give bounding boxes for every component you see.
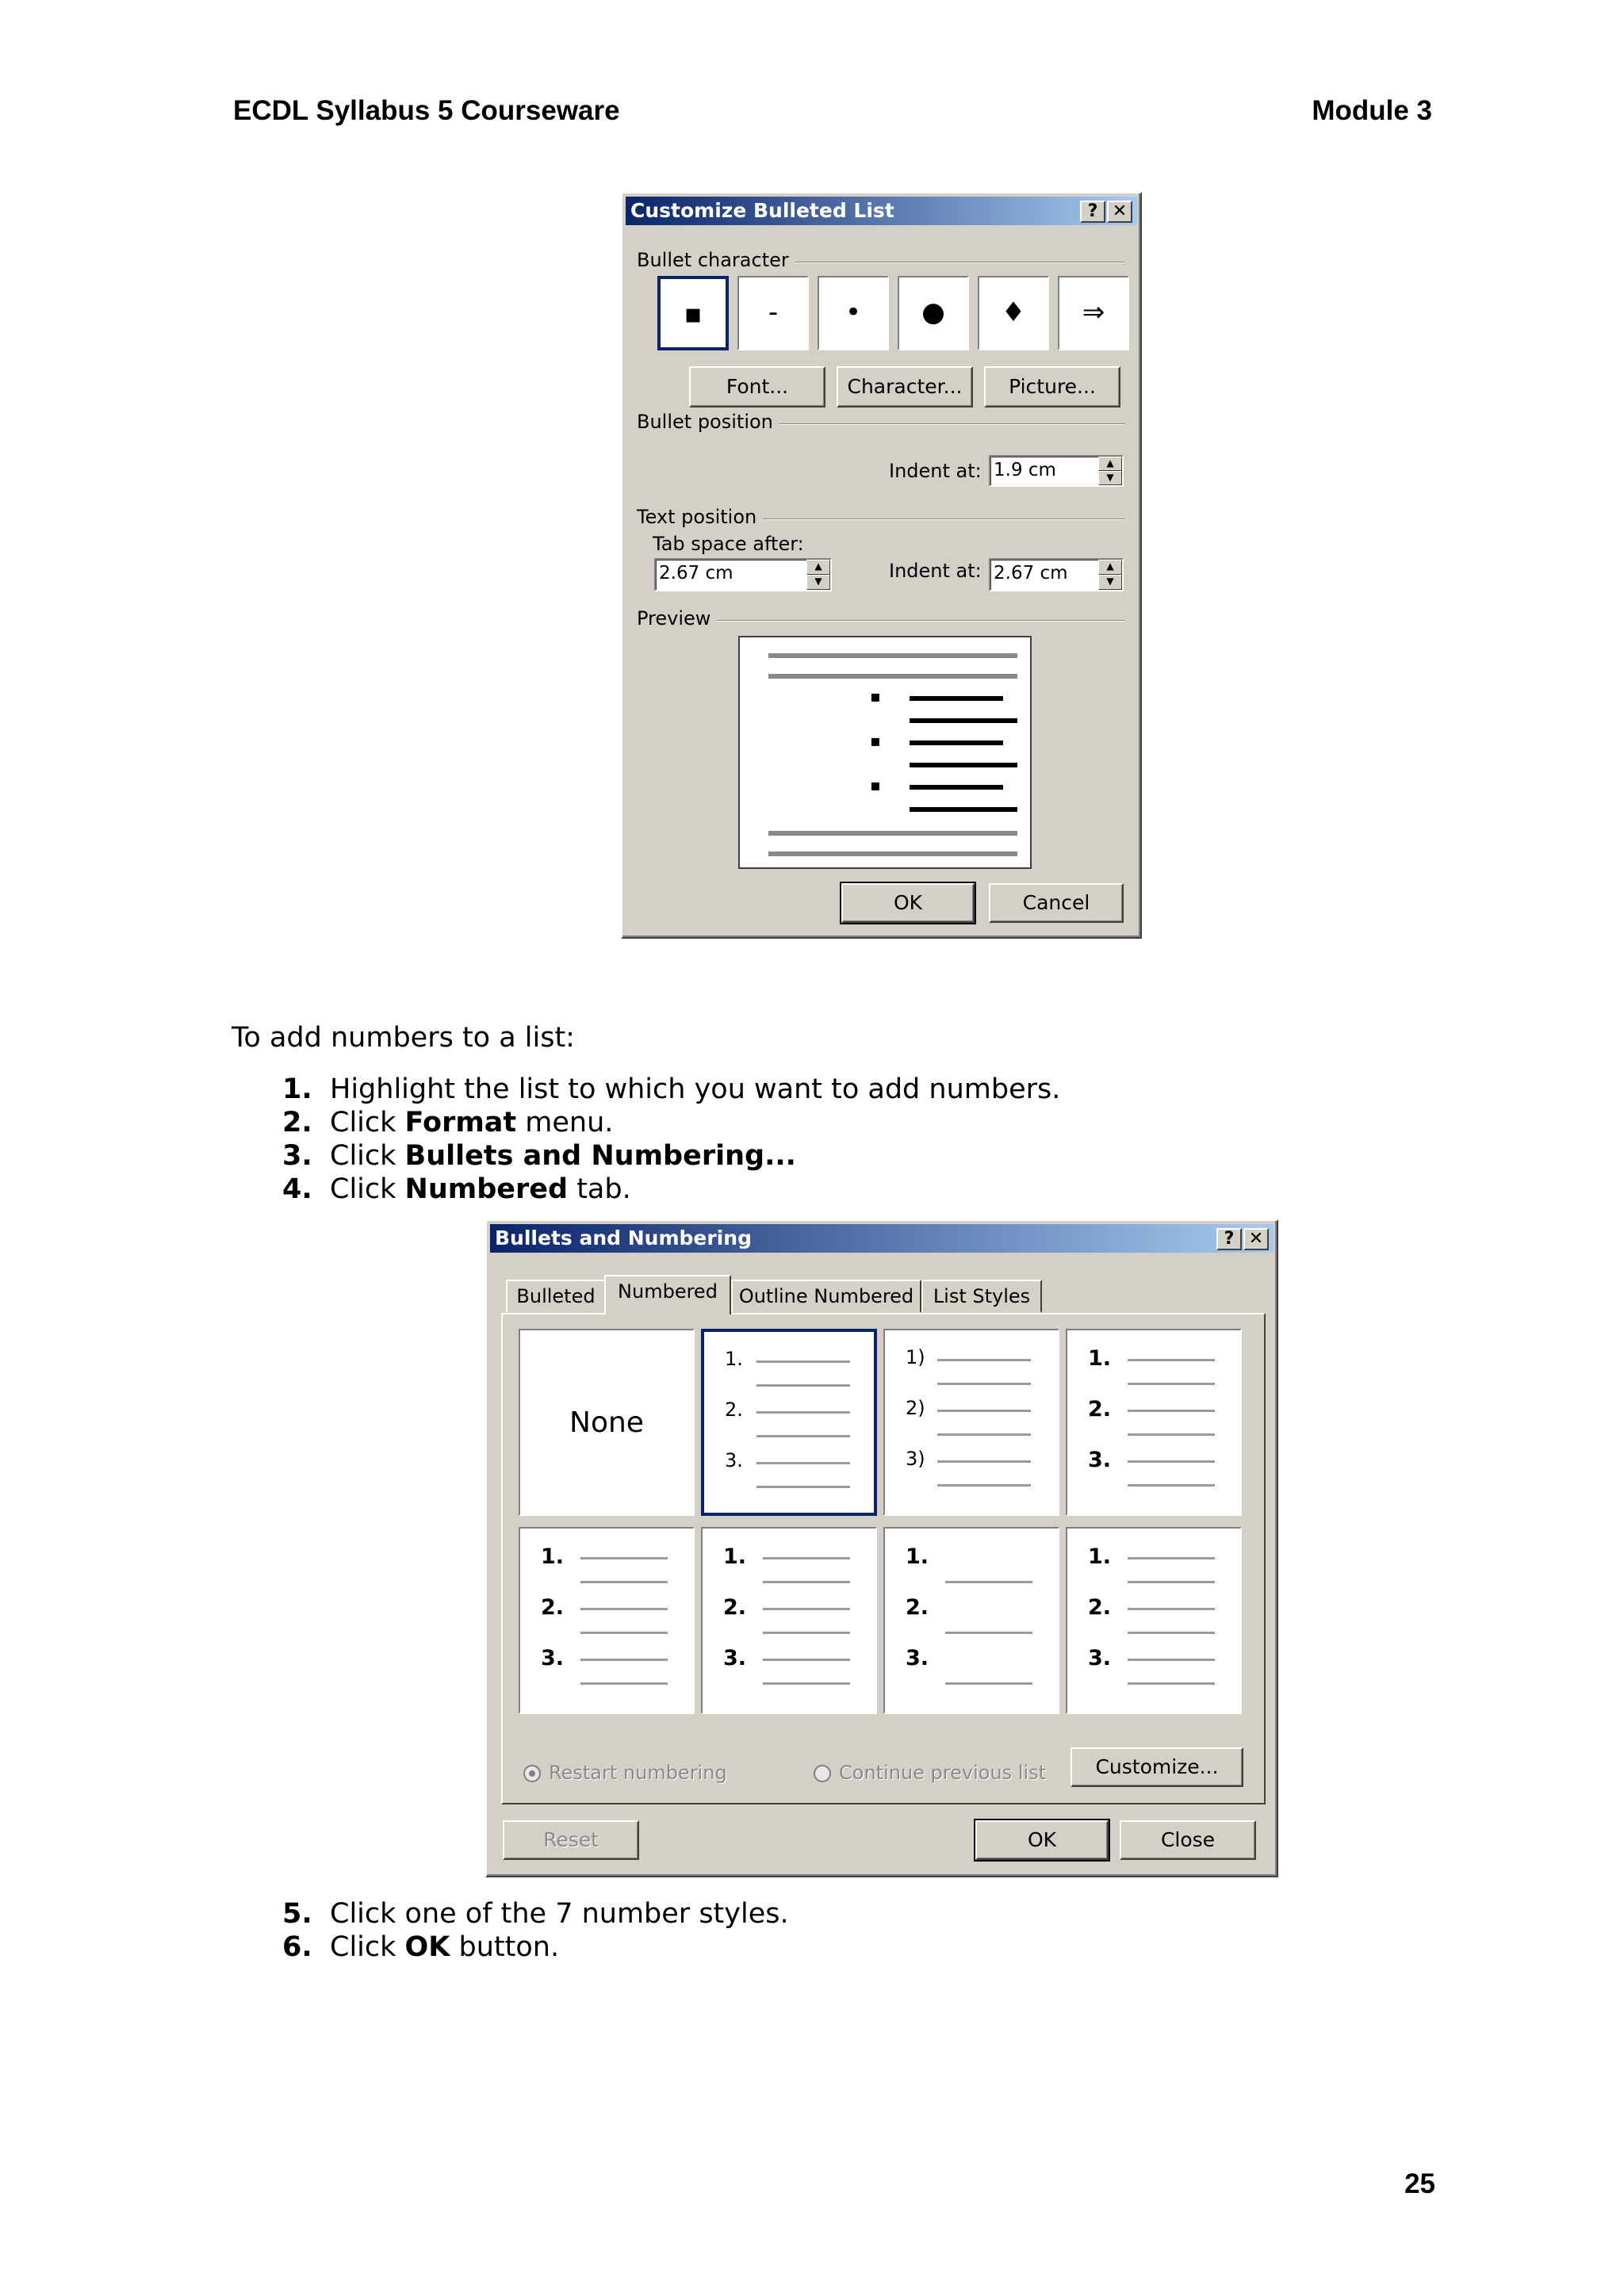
step-text: Click (330, 1140, 405, 1172)
ok-button[interactable]: OK (841, 883, 975, 923)
step-item (282, 1139, 1060, 1173)
bullet-option-1[interactable]: ▪ (657, 276, 729, 350)
step-number: 1. (282, 1073, 312, 1105)
line-placeholder (1128, 1484, 1215, 1487)
step-text: Click one of the 7 number styles. (330, 1898, 789, 1930)
list-number: 1. (906, 1544, 929, 1569)
customize-bulleted-list-dialog (621, 192, 1142, 939)
step-item (282, 1106, 1060, 1139)
step-text-tail: tab. (568, 1173, 631, 1205)
tab-space-value: 2.67 cm (659, 563, 733, 584)
list-number: 3. (906, 1646, 929, 1670)
preview-label: Preview (637, 607, 717, 629)
intro-text: To add numbers to a list: (232, 1022, 575, 1054)
steps-list-b (282, 1897, 789, 1964)
preview-line (768, 674, 1017, 679)
bullets-and-numbering-dialog (485, 1219, 1278, 1877)
number-style-2[interactable] (883, 1329, 1059, 1516)
line-placeholder (756, 1435, 850, 1437)
step-bold-text: Format (404, 1107, 517, 1138)
list-number: 1. (725, 1348, 743, 1370)
line-placeholder (1128, 1682, 1215, 1685)
page-number: 25 (1404, 2168, 1435, 2199)
line-placeholder (1128, 1659, 1215, 1661)
step-text: Highlight the list to which you want to add numbers. (330, 1073, 1061, 1105)
text-indent-value: 2.67 cm (994, 563, 1068, 584)
reset-button: Reset (503, 1820, 639, 1860)
list-number: 2. (1088, 1595, 1112, 1620)
tab-list-styles[interactable]: List Styles (921, 1280, 1042, 1313)
step-bold-text: OK (404, 1931, 450, 1963)
spin-down-icon[interactable]: ▼ (1098, 575, 1122, 590)
line-placeholder (1128, 1410, 1215, 1412)
preview-line (910, 740, 1003, 745)
line-placeholder (763, 1682, 850, 1685)
line-placeholder (580, 1608, 668, 1610)
line-placeholder (937, 1359, 1031, 1361)
bullet-indent-value: 1.9 cm (994, 460, 1056, 480)
preview-line (768, 851, 1017, 856)
none-label: None (569, 1406, 644, 1439)
line-placeholder (937, 1484, 1031, 1487)
list-number: 3. (725, 1449, 743, 1471)
close-button[interactable]: Close (1120, 1820, 1256, 1860)
tab-bulleted[interactable]: Bulleted (506, 1280, 606, 1313)
number-style-1[interactable] (701, 1329, 877, 1516)
line-placeholder (1128, 1632, 1215, 1634)
bullet-indent-label: Indent at: (889, 460, 982, 482)
tab-space-spinner[interactable] (806, 560, 830, 590)
step-item (282, 1931, 789, 1964)
bullet-preview (738, 636, 1032, 869)
dialog-title-bar (490, 1224, 1274, 1253)
step-bold-text: Bullets and Numbering... (404, 1140, 796, 1172)
number-style-5[interactable] (701, 1527, 877, 1714)
number-style-4[interactable] (519, 1527, 695, 1714)
ok-button[interactable]: OK (975, 1820, 1109, 1860)
line-placeholder (945, 1682, 1032, 1685)
preview-line (910, 807, 1017, 812)
bullet-position-label: Bullet position (637, 411, 779, 433)
cancel-button[interactable]: Cancel (989, 883, 1124, 923)
close-icon[interactable]: ✕ (1243, 1228, 1269, 1250)
list-number: 1. (541, 1544, 565, 1569)
line-placeholder (756, 1360, 850, 1363)
line-placeholder (945, 1581, 1032, 1583)
preview-line (910, 785, 1003, 790)
step-number: 4. (282, 1173, 312, 1205)
step-text-tail: menu. (516, 1107, 614, 1138)
step-number: 2. (282, 1107, 312, 1138)
font-button[interactable]: Font... (689, 366, 825, 408)
line-placeholder (756, 1411, 850, 1414)
line-placeholder (1128, 1460, 1215, 1463)
restart-numbering-radio[interactable] (523, 1762, 727, 1784)
line-placeholder (756, 1384, 850, 1387)
preview-line (910, 763, 1017, 767)
tab-outline-numbered[interactable]: Outline Numbered (731, 1280, 921, 1313)
list-number: 2. (723, 1595, 747, 1620)
help-icon[interactable]: ? (1080, 201, 1105, 223)
line-placeholder (1128, 1383, 1215, 1385)
spin-up-icon[interactable]: ▲ (1098, 457, 1122, 471)
line-placeholder (763, 1608, 850, 1610)
step-text: Click (330, 1107, 405, 1138)
list-number: 1. (1088, 1544, 1112, 1569)
line-placeholder (1128, 1608, 1215, 1610)
step-number: 3. (282, 1140, 312, 1172)
list-number: 2) (906, 1397, 925, 1419)
line-placeholder (763, 1659, 850, 1661)
preview-bullet: ▪ (870, 731, 881, 750)
list-number: 3) (906, 1448, 925, 1470)
list-number: 3. (1088, 1646, 1112, 1670)
text-indent-input[interactable] (989, 558, 1124, 591)
line-placeholder (937, 1460, 1031, 1463)
line-placeholder (580, 1659, 668, 1661)
header-course-title: ECDL Syllabus 5 Courseware (233, 95, 620, 126)
line-placeholder (580, 1581, 668, 1583)
list-number: 2. (725, 1399, 743, 1421)
line-placeholder (763, 1557, 850, 1559)
dialog-title-bar (626, 197, 1137, 225)
tab-numbered[interactable]: Numbered (604, 1275, 731, 1314)
tab-space-input[interactable] (654, 558, 832, 591)
preview-bullet: ▪ (870, 775, 881, 794)
restart-numbering-label: Restart numbering (549, 1762, 727, 1784)
bullet-indent-spinner[interactable] (1098, 457, 1122, 485)
line-placeholder (756, 1486, 850, 1488)
line-placeholder (1128, 1359, 1215, 1361)
spin-down-icon[interactable]: ▼ (1098, 471, 1122, 485)
list-number: 1. (723, 1544, 747, 1569)
spin-up-icon[interactable]: ▲ (806, 560, 830, 575)
number-style-6[interactable] (883, 1527, 1059, 1714)
text-position-label: Text position (637, 506, 763, 528)
number-style-3[interactable] (1066, 1329, 1242, 1516)
step-text: Click (330, 1173, 405, 1205)
list-number: 2. (1088, 1397, 1112, 1422)
continue-previous-radio[interactable] (814, 1762, 1046, 1784)
help-icon[interactable]: ? (1216, 1228, 1242, 1250)
list-number: 3. (723, 1646, 747, 1670)
radio-unselected-icon (814, 1765, 831, 1782)
dialog-title: Bullets and Numbering (495, 1226, 752, 1249)
line-placeholder (1128, 1557, 1215, 1559)
list-number: 1. (1088, 1346, 1112, 1371)
close-icon[interactable]: ✕ (1107, 201, 1132, 223)
line-placeholder (1128, 1581, 1215, 1583)
line-placeholder (763, 1632, 850, 1634)
step-text-tail: button. (450, 1931, 560, 1963)
list-number: 3. (541, 1646, 565, 1670)
line-placeholder (580, 1632, 668, 1634)
steps-list-a (282, 1073, 1060, 1206)
step-text: Click (330, 1931, 405, 1963)
text-indent-spinner[interactable] (1098, 560, 1122, 590)
bullet-indent-input[interactable] (989, 455, 1124, 487)
customize-button[interactable]: Customize... (1071, 1747, 1243, 1787)
preview-line (910, 718, 1017, 723)
line-placeholder (580, 1557, 668, 1559)
line-placeholder (756, 1462, 850, 1464)
line-placeholder (937, 1410, 1031, 1412)
preview-bullet: ▪ (870, 687, 881, 706)
preview-line (768, 831, 1017, 836)
line-placeholder (937, 1383, 1031, 1385)
preview-line (910, 696, 1003, 701)
list-number: 2. (541, 1595, 565, 1620)
continue-previous-label: Continue previous list (839, 1762, 1047, 1784)
bullet-option-6[interactable]: ⇒ (1058, 276, 1129, 350)
line-placeholder (763, 1581, 850, 1583)
preview-line (768, 653, 1017, 658)
step-item (282, 1073, 1060, 1106)
number-style-none[interactable] (519, 1329, 695, 1516)
line-placeholder (937, 1433, 1031, 1436)
line-placeholder (580, 1682, 668, 1685)
spin-down-icon[interactable]: ▼ (806, 575, 830, 590)
bullet-option-2[interactable]: - (737, 276, 809, 350)
step-bold-text: Numbered (404, 1173, 569, 1205)
step-item (282, 1897, 789, 1931)
bullet-option-4[interactable]: ● (898, 276, 969, 350)
bullet-character-label: Bullet character (637, 249, 795, 271)
list-number: 3. (1088, 1448, 1112, 1472)
bullet-option-5[interactable]: ♦ (978, 276, 1049, 350)
step-item (282, 1173, 1060, 1206)
line-placeholder (945, 1632, 1032, 1634)
header-module: Module 3 (1312, 95, 1432, 126)
text-indent-label: Indent at: (889, 560, 982, 582)
step-number: 5. (282, 1898, 312, 1930)
character-button[interactable]: Character... (837, 366, 973, 408)
number-style-7[interactable] (1066, 1527, 1242, 1714)
step-number: 6. (282, 1931, 312, 1963)
dialog-title: Customize Bulleted List (630, 199, 894, 222)
bullet-option-3[interactable]: • (818, 276, 889, 350)
picture-button[interactable]: Picture... (984, 366, 1120, 408)
list-number: 2. (906, 1595, 929, 1620)
tab-space-label: Tab space after: (653, 533, 804, 555)
line-placeholder (1128, 1433, 1215, 1436)
list-number: 1) (906, 1346, 925, 1368)
radio-selected-icon (523, 1765, 541, 1782)
spin-up-icon[interactable]: ▲ (1098, 560, 1122, 575)
